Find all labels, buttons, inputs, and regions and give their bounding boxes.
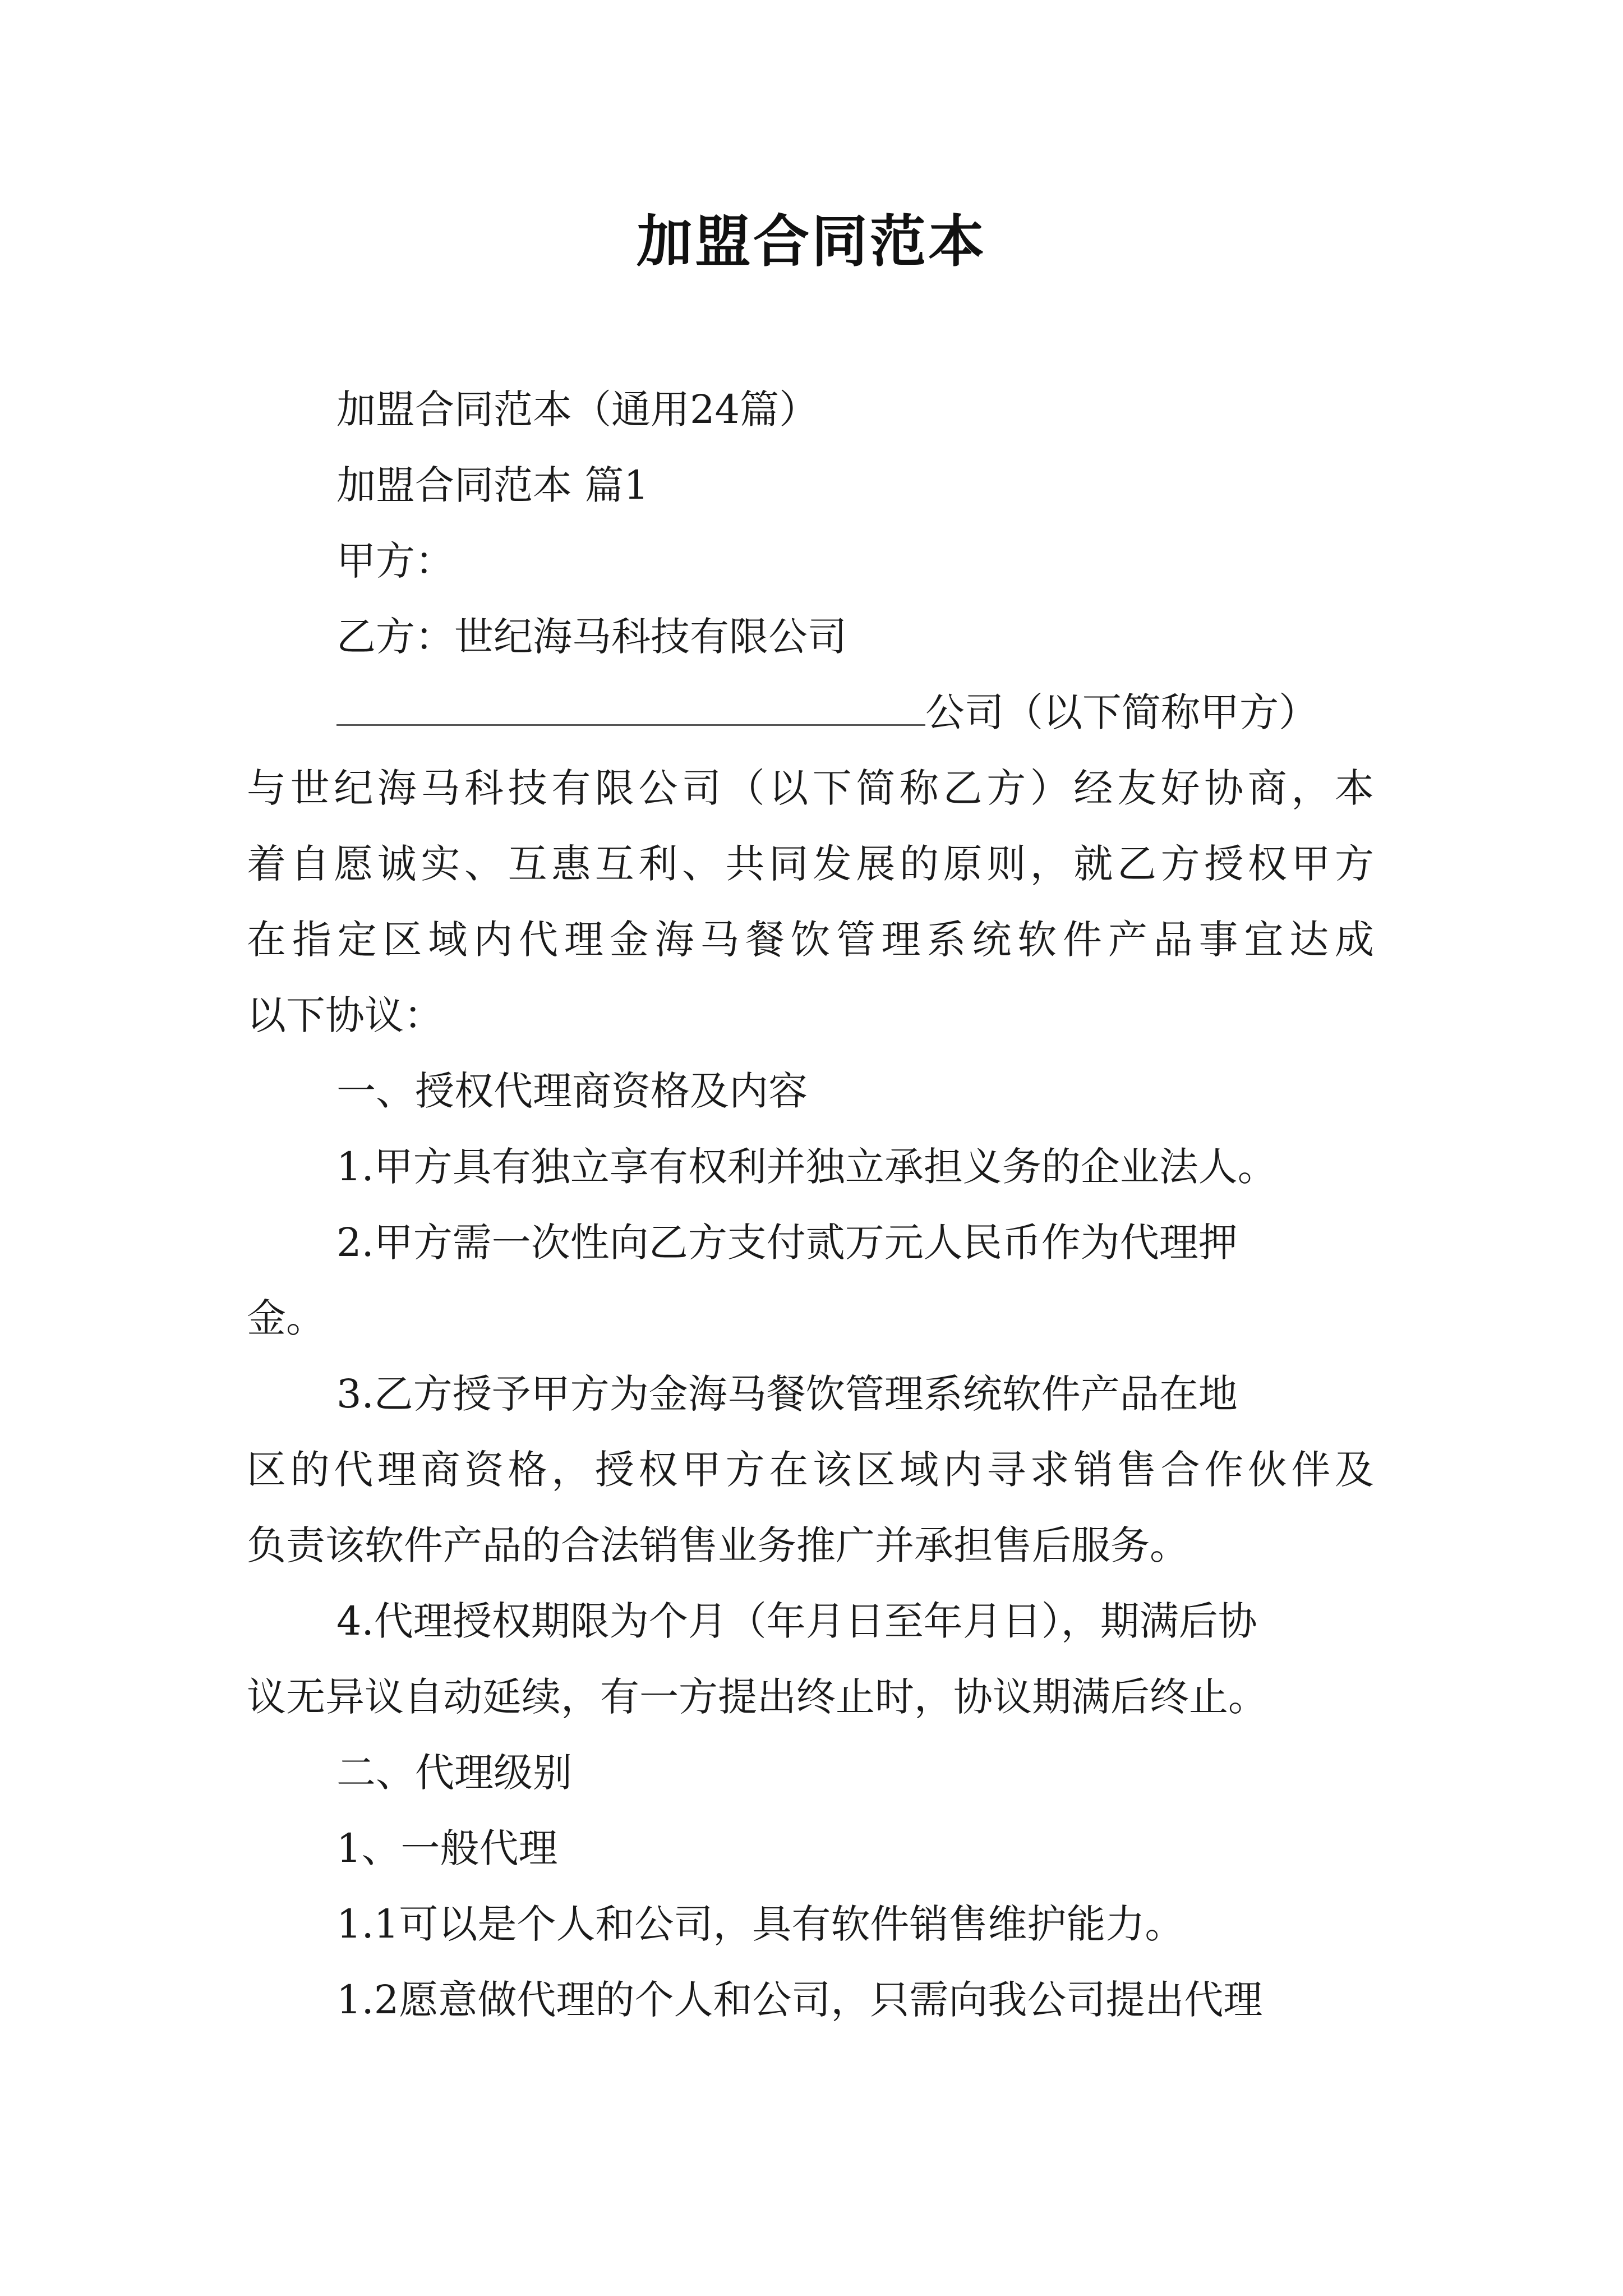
clause-line: 1.甲方具有独立享有权利并独立承担义务的企业法人。 <box>336 1144 1277 1190</box>
body-line: 在指定区域内代理金海马餐饮管理系统软件产品事宜达成 <box>247 917 1374 963</box>
document-title: 加盟合同范本 <box>637 208 986 274</box>
clause-line: 1.2愿意做代理的个人和公司，只需向我公司提出代理 <box>336 1977 1263 2023</box>
fill-in-blank <box>336 687 925 726</box>
party-a-line: 甲方： <box>336 538 454 584</box>
clause-line: 区的代理商资格，授权甲方在该区域内寻求销售合作伙伴及 <box>247 1447 1374 1493</box>
clause-line: 3.乙方授予甲方为金海马餐饮管理系统软件产品在地 <box>336 1371 1238 1417</box>
clause-line: 负责该软件产品的合法销售业务推广并承担售后服务。 <box>247 1522 1189 1568</box>
clause-line: 议无异议自动延续，有一方提出终止时，协议期满后终止。 <box>247 1674 1267 1720</box>
company-blank-line <box>336 679 1318 746</box>
clause-line: 1.1可以是个人和公司，具有软件销售维护能力。 <box>336 1901 1184 1947</box>
body-line: 与世纪海马科技有限公司（以下简称乙方）经友好协商，本 <box>247 765 1374 811</box>
clause-line: 2.甲方需一次性向乙方支付贰万元人民币作为代理押 <box>336 1220 1238 1266</box>
party-b-line: 乙方：世纪海马科技有限公司 <box>336 614 847 660</box>
clause-line: 金。 <box>247 1295 325 1341</box>
clause-line: 4.代理授权期限为个月（年月日至年月日），期满后协 <box>336 1598 1257 1644</box>
body-line: 以下协议： <box>247 992 443 1038</box>
body-line: 着自愿诚实、互惠互利、共同发展的原则，就乙方授权甲方 <box>247 841 1374 887</box>
section-heading-line: 一、授权代理商资格及内容 <box>336 1068 808 1114</box>
section-heading-line: 二、代理级别 <box>336 1750 572 1796</box>
subtitle-line: 加盟合同范本（通用24篇） <box>336 386 819 432</box>
section-heading-line: 加盟合同范本 篇1 <box>336 462 649 508</box>
subsection-heading-line: 1、一般代理 <box>336 1825 558 1871</box>
company-blank-suffix: 公司（以下简称甲方） <box>925 689 1318 735</box>
